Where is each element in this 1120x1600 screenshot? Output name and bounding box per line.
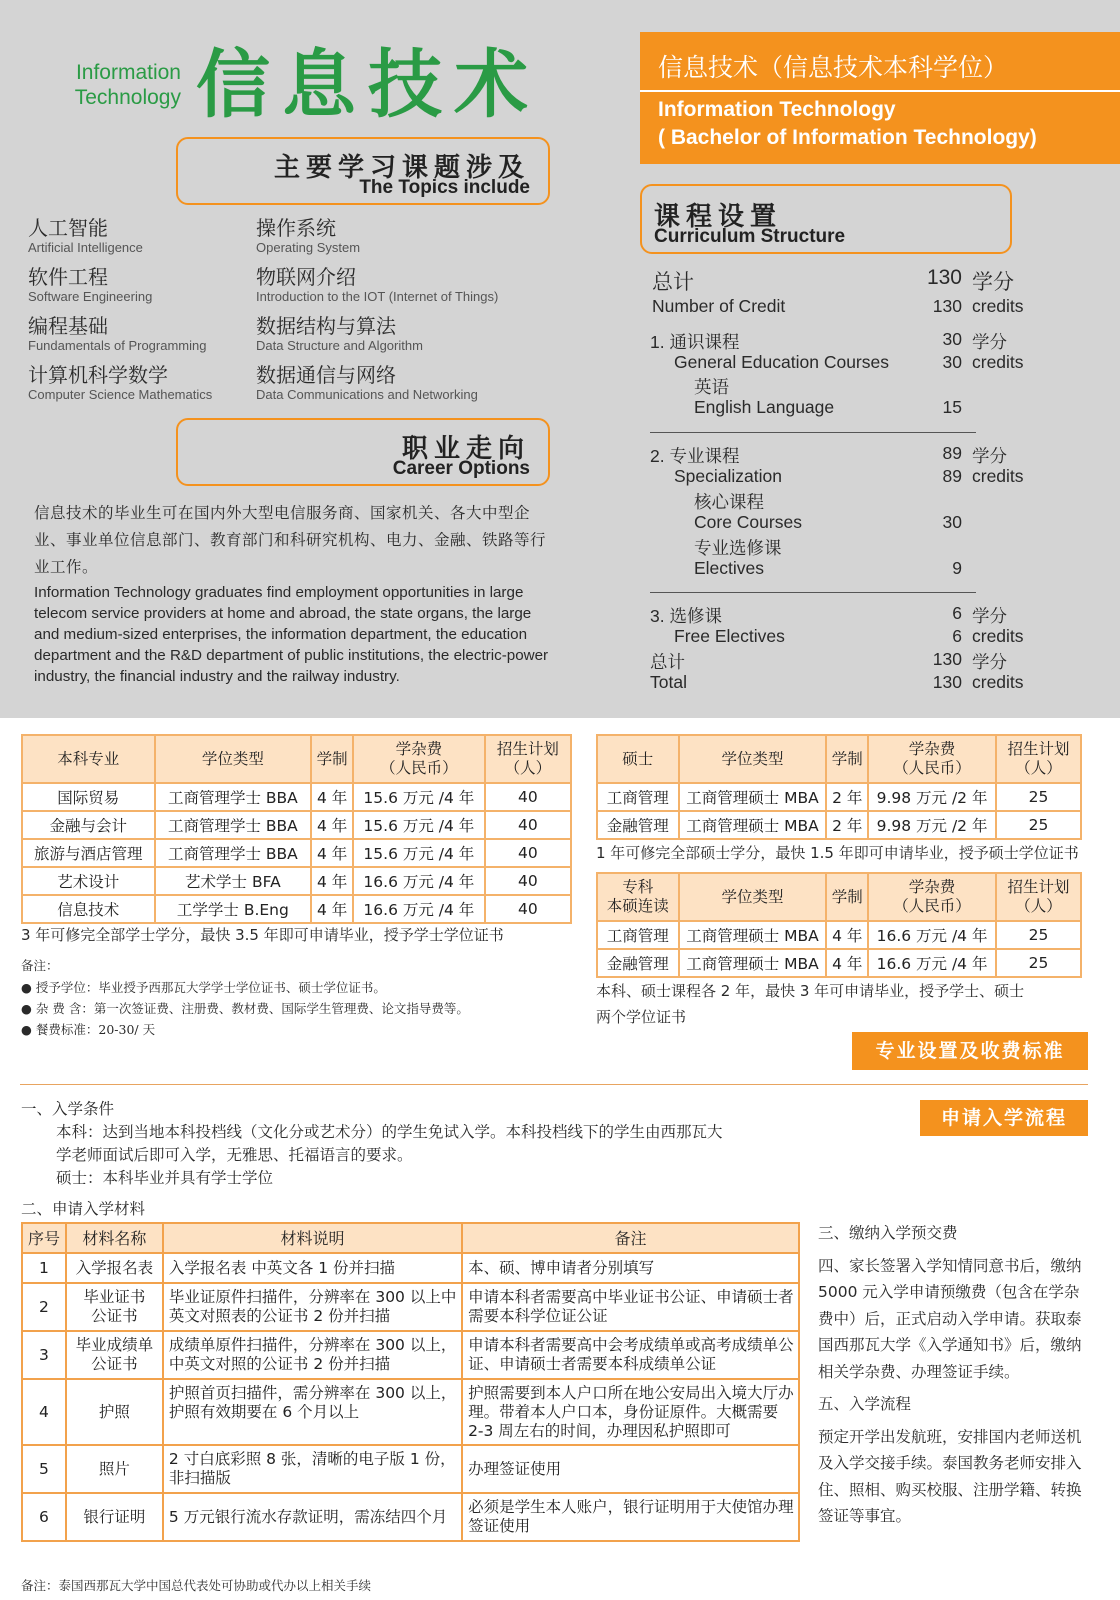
- step-3: 三、缴纳入学预交费: [818, 1224, 958, 1242]
- table-header: 材料名称: [66, 1223, 163, 1253]
- general-education-value-en: 30: [942, 352, 962, 372]
- table-header: 学杂费 （人民币）: [868, 735, 996, 783]
- program-degree-en: ( Bachelor of Information Technology): [658, 126, 1037, 149]
- table-header: 招生计划 （人）: [996, 873, 1081, 921]
- career-heading-box: [176, 418, 550, 486]
- topic-item: 物联网介绍 Introduction to the IOT (Internet of Things): [256, 265, 499, 304]
- materials-table: [21, 1222, 800, 1542]
- topic-item: 软件工程 Software Engineering: [28, 265, 153, 304]
- master-fees-table: [596, 734, 1082, 840]
- program-header: [640, 32, 1120, 164]
- header-divider: [640, 90, 1120, 92]
- table-header: 学位类型: [155, 735, 312, 783]
- credit-unit-en: credits: [972, 466, 1024, 486]
- credit-unit-en: credits: [972, 296, 1024, 316]
- general-education-en: General Education Courses: [674, 352, 889, 372]
- table-header: 材料说明: [163, 1223, 462, 1253]
- table-header: 学制: [826, 873, 868, 921]
- core-courses-value: 30: [942, 512, 962, 532]
- curriculum-heading-cn: 课程设置: [654, 202, 783, 232]
- bachelor-table-note: 3 年可修完全部学士学分，最快 3.5 年即可申请毕业，授予学士学位证书: [21, 926, 504, 944]
- curriculum-heading-box: [640, 184, 1012, 254]
- table-row: 4 护照 护照首页扫描件，需分辨率在 300 以上，护照有效期要在 6 个月以上 护照需要到本人户口所在地公安局出入境大厅办理。带着本人户口本，身份证原件。大概需要 2-3 周左右的时间，办理因私护照即可: [22, 1379, 799, 1445]
- total-value-en: 130: [932, 296, 962, 316]
- table-header: 学制: [311, 735, 353, 783]
- table-row: 1 入学报名表 入学报名表 中英文各 1 份并扫描 本、硕、博申请者分别填写: [22, 1253, 799, 1283]
- credit-unit-en: credits: [972, 672, 1024, 692]
- table-row: 国际贸易 工商管理学士 BBA 4 年 15.6 万元 /4 年 40: [22, 783, 571, 811]
- core-courses-cn: 核心课程: [694, 492, 764, 512]
- table-row: 信息技术 工学学士 B.Eng 4 年 16.6 万元 /4 年 40: [22, 895, 571, 923]
- general-education-value-cn: 30: [942, 329, 962, 349]
- bachelor-fees-table: [21, 734, 572, 924]
- table-row: 金融管理 工商管理硕士 MBA 4 年 16.6 万元 /4 年 25: [597, 949, 1081, 977]
- credit-unit-cn: 学分: [972, 606, 1007, 626]
- credit-unit-cn: 学分: [972, 652, 1007, 672]
- program-title-cn: 信息技术（信息技术本科学位）: [658, 53, 1009, 82]
- admission-bachelor: 学老师面试后即可入学，无雅思、托福语言的要求。: [56, 1146, 413, 1164]
- table-header: 招生计划 （人）: [996, 735, 1081, 783]
- topic-item: 编程基础 Fundamentals of Programming: [28, 314, 207, 353]
- table-header: 招生计划 （人）: [485, 735, 571, 783]
- table-row: 艺术设计 艺术学士 BFA 4 年 16.6 万元 /4 年 40: [22, 867, 571, 895]
- table-header: 学制: [826, 735, 868, 783]
- sum-label-en: Total: [650, 672, 687, 692]
- english-cn: 英语: [694, 377, 729, 397]
- specialization-cn: 2. 专业课程: [650, 446, 740, 466]
- table-row: 3 毕业成绩单 公证书 成绩单原件扫描件，分辨率在 300 以上，中英文对照的公证书 2 份并扫描 申请本科者需要高中会考成绩单或高考成绩单公证、申请硕士者需要本科成绩单公证: [22, 1331, 799, 1379]
- curriculum-heading-en: Curriculum Structure: [654, 226, 846, 247]
- topic-item: 数据通信与网络 Data Communications and Networking: [256, 363, 478, 402]
- table-header: 学位类型: [679, 735, 827, 783]
- free-electives-cn: 3. 选修课: [650, 606, 722, 626]
- table-row: 金融与会计 工商管理学士 BBA 4 年 15.6 万元 /4 年 40: [22, 811, 571, 839]
- remark-item: ● 授予学位：毕业授予西那瓦大学学士学位证书、硕士学位证书。: [21, 980, 386, 995]
- topics-heading-en: The Topics include: [359, 177, 530, 198]
- table-header: 学杂费 （人民币）: [868, 873, 996, 921]
- divider: [650, 432, 976, 433]
- table-header: 学杂费 （人民币）: [353, 735, 485, 783]
- career-text-en: Information Technology graduates find employment opportunities in large telecom service providers at home and abroad, the state organs, the large and medium-sized enterprises, the information department, the education department and the R&D department of public institutions, the electric-power industry, the financial industry and the railway industry.: [34, 584, 549, 685]
- electives-en: Electives: [694, 558, 765, 578]
- free-electives-value-en: 6: [952, 626, 962, 646]
- table-row: 2 毕业证书 公证书 毕业证原件扫描件，分辨率在 300 以上中英文对照表的公证书 2 份并扫描 申请本科者需要高中毕业证书公证、申请硕士者需要本科学位证公证: [22, 1283, 799, 1331]
- topics-heading-cn: 主要学习课题涉及: [273, 153, 530, 183]
- credit-unit-cn: 学分: [972, 446, 1007, 466]
- english-en: English Language: [694, 397, 835, 417]
- table-header: 学位类型: [679, 873, 827, 921]
- electives-cn: 专业选修课: [694, 538, 782, 558]
- career-heading-cn: 职业走向: [401, 434, 530, 464]
- free-electives-value-cn: 6: [952, 603, 962, 623]
- table-row: 金融管理 工商管理硕士 MBA 2 年 9.98 万元 /2 年 25: [597, 811, 1081, 839]
- credit-unit-cn: 学分: [972, 271, 1014, 294]
- materials-footnote: 备注：泰国西那瓦大学中国总代表处可协助或代办以上相关手续: [21, 1578, 372, 1593]
- table-header: 本科专业: [22, 735, 155, 783]
- combo-table-note: 本科、硕士课程各 2 年，最快 3 年可申请毕业，授予学士、硕士: [596, 982, 1025, 1000]
- admission-bachelor: 本科：达到当地本科投档线（文化分或艺术分）的学生免试入学。本科投档线下的学生由西那瓦大: [56, 1123, 723, 1141]
- free-electives-en: Free Electives: [674, 626, 785, 646]
- table-row: 5 照片 2 寸白底彩照 8 张，清晰的电子版 1 份，非扫描版 办理签证使用: [22, 1445, 799, 1493]
- specialization-value-cn: 89: [942, 443, 962, 463]
- remark-item: ● 杂 费 含：第一次签证费、注册费、教材费、国际学生管理费、论文指导费等。: [21, 1001, 469, 1016]
- combo-fees-table: [596, 872, 1082, 978]
- topic-item: 计算机科学数学 Computer Science Mathematics: [28, 363, 213, 402]
- step-5-title: 五、入学流程: [818, 1395, 912, 1413]
- total-label-en: Number of Credit: [652, 296, 786, 316]
- total-value-cn: 130: [926, 266, 962, 289]
- fees-section-tag: 专业设置及收费标准: [852, 1032, 1088, 1070]
- master-table-note: 1 年可修完全部硕士学分，最快 1.5 年即可申请毕业，授予硕士学位证书: [596, 844, 1079, 862]
- program-title-en: Information Technology: [658, 98, 896, 121]
- general-education-cn: 1. 通识课程: [650, 332, 740, 352]
- core-courses-en: Core Courses: [694, 512, 802, 532]
- credit-unit-en: credits: [972, 626, 1024, 646]
- total-label-cn: 总计: [652, 271, 694, 294]
- topic-item: 操作系统 Operating System: [256, 216, 361, 255]
- sum-value-en: 130: [932, 672, 962, 692]
- sum-value-cn: 130: [932, 649, 962, 669]
- credit-unit-en: credits: [972, 352, 1024, 372]
- table-header: 硕士: [597, 735, 679, 783]
- combo-table-note: 两个学位证书: [596, 1008, 687, 1026]
- chinese-title: 信息技术: [196, 42, 540, 128]
- english-value: 15: [942, 397, 962, 417]
- electives-value: 9: [952, 558, 962, 578]
- section-divider: [20, 1084, 1088, 1085]
- specialization-en: Specialization: [674, 466, 782, 486]
- divider: [650, 592, 976, 593]
- table-row: 工商管理 工商管理硕士 MBA 2 年 9.98 万元 /2 年 25: [597, 783, 1081, 811]
- table-header: 备注: [462, 1223, 799, 1253]
- admission-title: 一、入学条件: [21, 1100, 115, 1118]
- topics-heading-box: [176, 137, 550, 205]
- career-heading-en: Career Options: [392, 458, 530, 479]
- table-row: 工商管理 工商管理硕士 MBA 4 年 16.6 万元 /4 年 25: [597, 921, 1081, 949]
- english-title: Information Technology: [74, 61, 181, 109]
- apply-section-tag: 申请入学流程: [920, 1100, 1088, 1136]
- admission-master: 硕士：本科毕业并具有学士学位: [56, 1169, 274, 1187]
- sum-label-cn: 总计: [650, 652, 685, 672]
- materials-title: 二、申请入学材料: [21, 1200, 146, 1218]
- topic-item: 数据结构与算法 Data Structure and Algorithm: [256, 314, 423, 353]
- credit-unit-cn: 学分: [972, 332, 1007, 352]
- table-row: 旅游与酒店管理 工商管理学士 BBA 4 年 15.6 万元 /4 年 40: [22, 839, 571, 867]
- table-header: 专科 本硕连读: [597, 873, 679, 921]
- remark-item: ● 餐费标准：20-30/ 天: [21, 1022, 156, 1037]
- steps-panel: [818, 1220, 1088, 1530]
- table-row: 6 银行证明 5 万元银行流水存款证明，需冻结四个月 必须是学生本人账户，银行证明用于大使馆办理签证使用: [22, 1493, 799, 1541]
- career-text-cn: 信息技术的毕业生可在国内外大型电信服务商、国家机关、各大中型企业、事业单位信息部门、教育部门和科研究机构、电力、金融、铁路等行业工作。: [34, 504, 547, 576]
- step-4: 四、家长签署入学知情同意书后，缴纳 5000 元入学申请预缴费（包含在学杂费中）后，正式启动入学申请。获取泰国西那瓦大学《入学通知书》后，缴纳相关学杂费、办理签证手续。: [818, 1256, 1082, 1381]
- remarks-title: 备注：: [21, 958, 59, 973]
- table-header: 序号: [22, 1223, 66, 1253]
- step-5: 预定开学出发航班，安排国内老师送机及入学交接手续。泰国教务老师安排入住、照相、购买校服、注册学籍、转换签证等事宜。: [818, 1427, 1082, 1525]
- specialization-value-en: 89: [942, 466, 962, 486]
- topic-item: 人工智能 Artificial Intelligence: [28, 216, 143, 255]
